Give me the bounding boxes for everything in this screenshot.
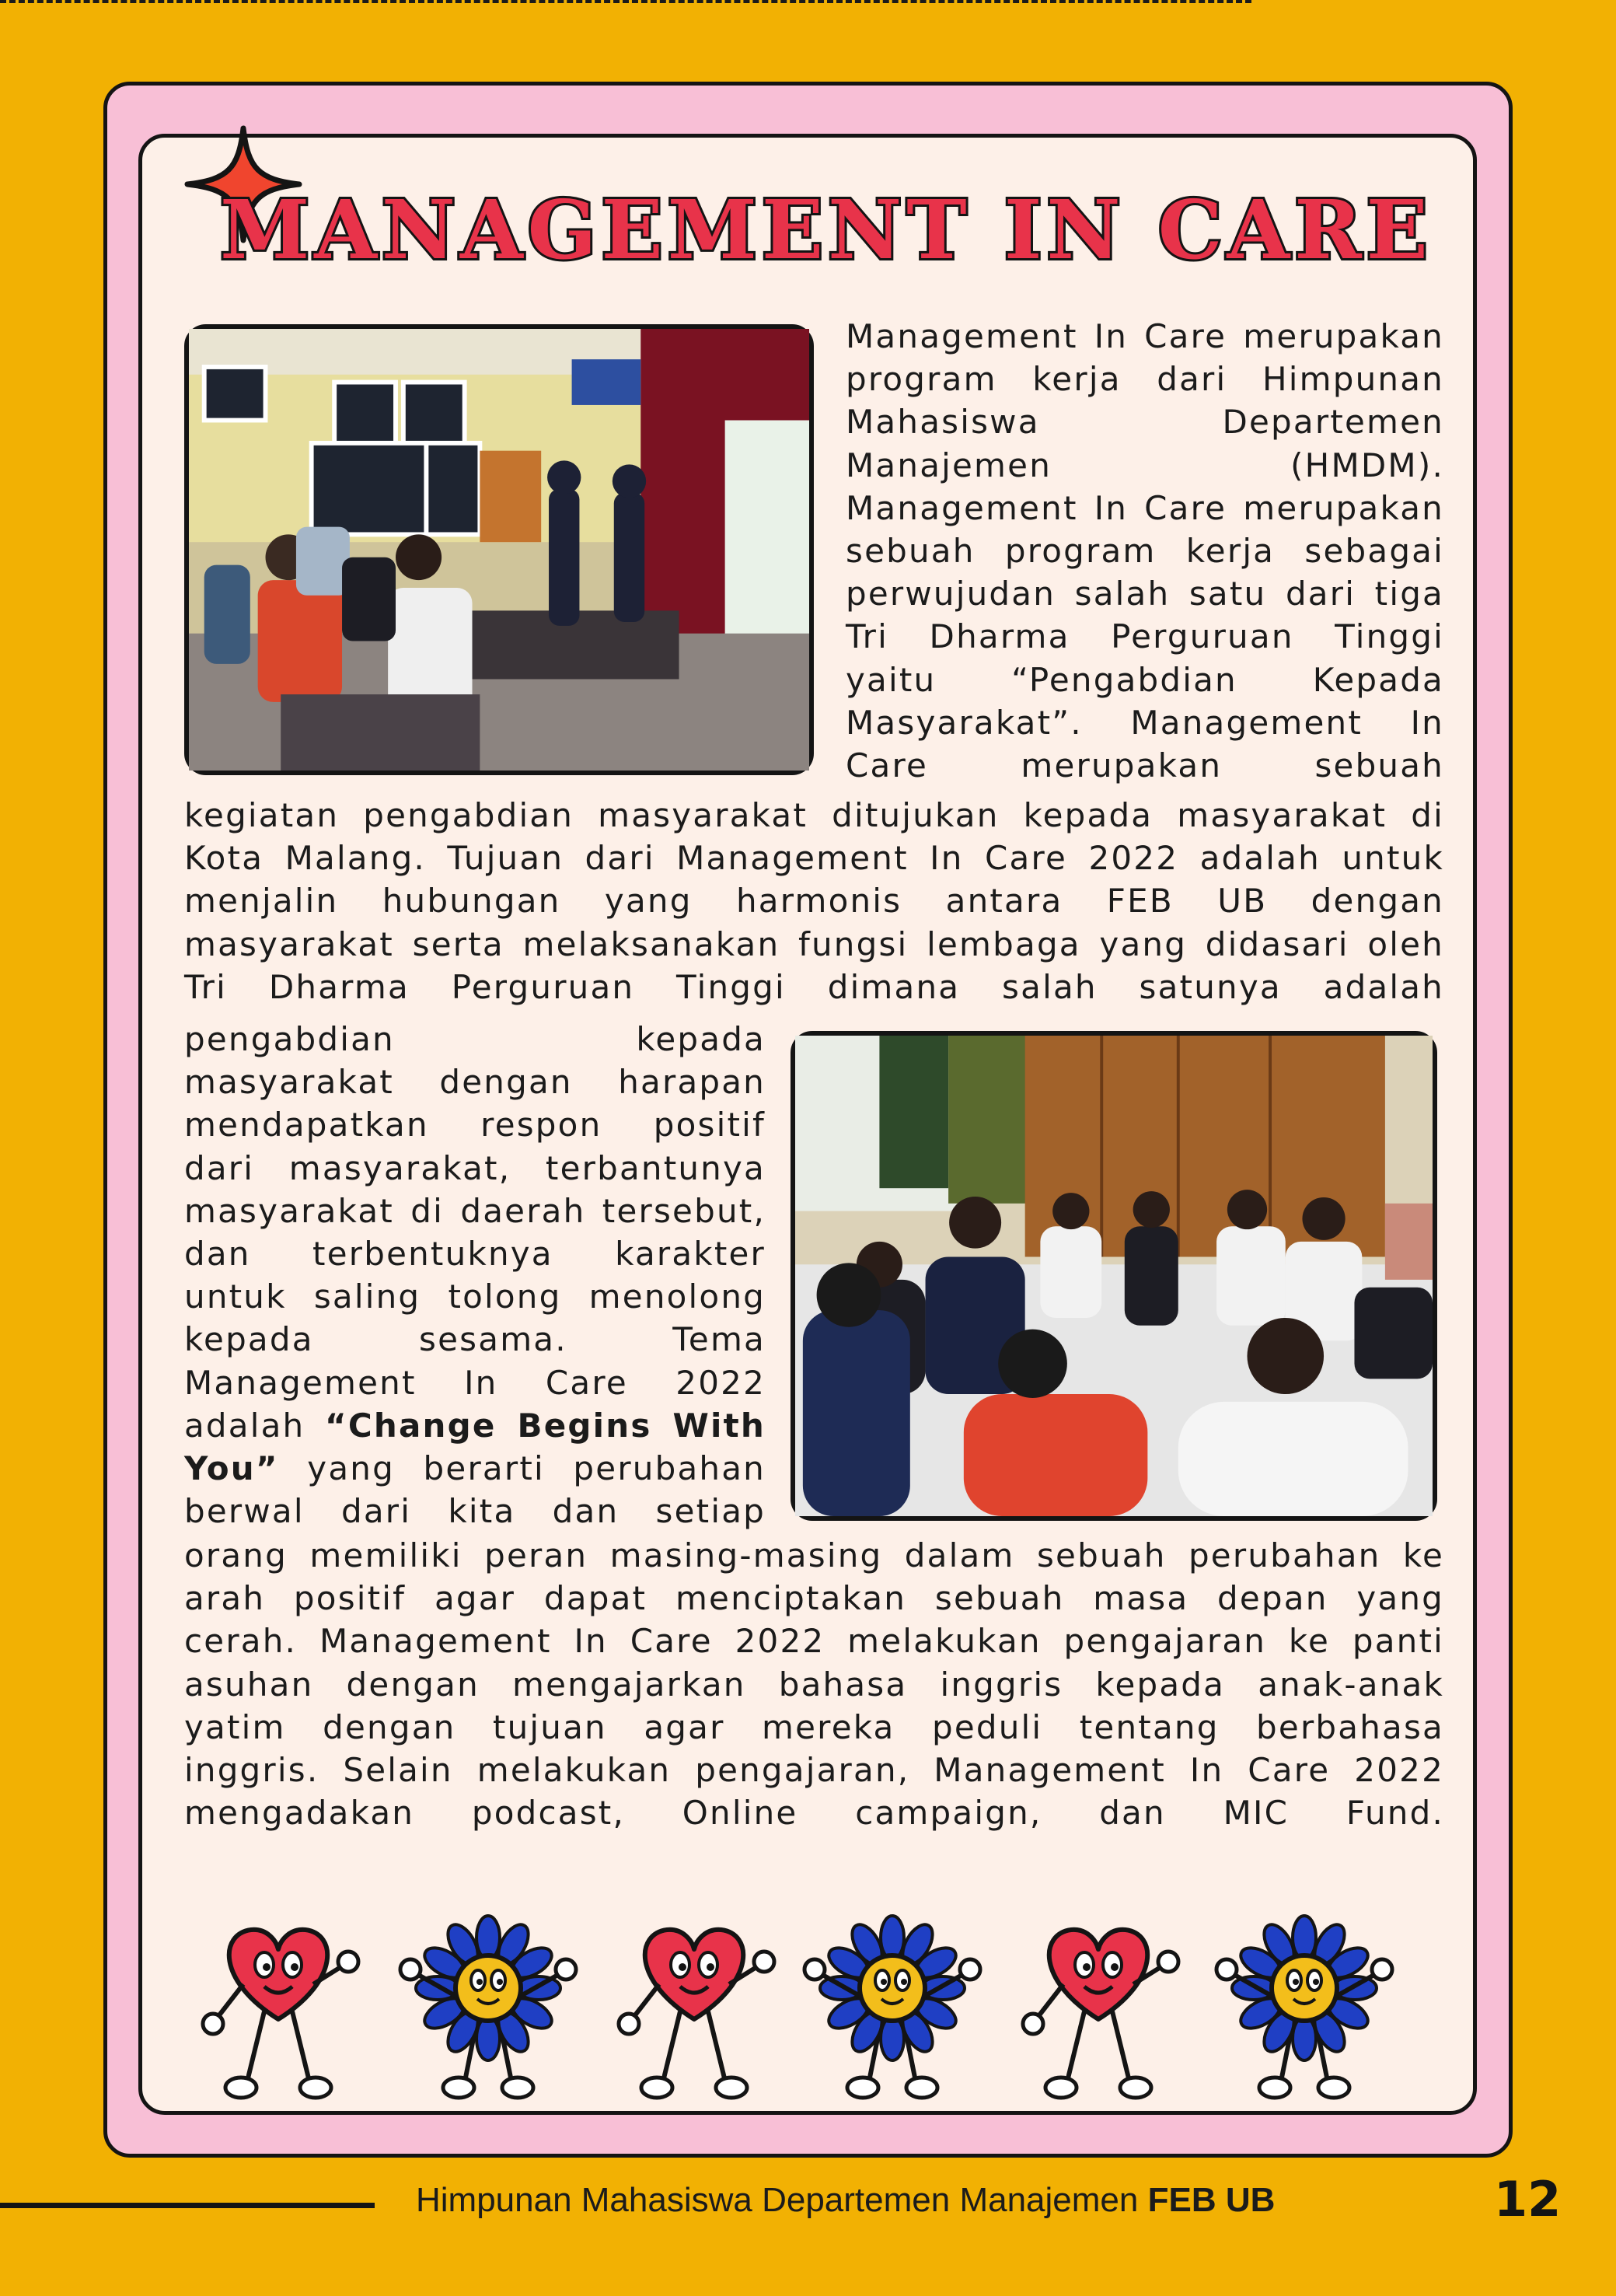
text-line: pengabdian kepada (184, 1020, 766, 1058)
text-line: Masyarakat”. Management In (846, 703, 1444, 742)
theme-suffix: yang berarti perubahan (307, 1449, 766, 1488)
text-line: Tri Dharma Perguruan Tinggi dimana salah satunya adalah (184, 967, 1444, 1006)
classroom-presentation-photo (184, 324, 814, 775)
mascot-row (189, 1903, 1440, 2105)
text-line: arah positif agar dapat menciptakan sebuah masa depan yang (184, 1579, 1444, 1618)
top-dashed-border (0, 0, 1251, 6)
text-line: masyarakat di daerah tersebut, (184, 1191, 766, 1230)
text-line: cerah. Management In Care 2022 melakukan pengajaran ke panti (184, 1622, 1444, 1661)
text-line: Management In Care merupakan (846, 317, 1444, 355)
page-title-text: MANAGEMENT IN CARE (220, 182, 1433, 278)
text-line: program kerja dari Himpunan (846, 360, 1444, 399)
theme-title-part1: “Change Begins With (325, 1406, 766, 1445)
text-line: perwujudan salah satu dari tiga (846, 575, 1444, 613)
footer-org-name (416, 2181, 1275, 2220)
heart-mascot-icon (1023, 1930, 1178, 2098)
heart-mascot-icon (619, 1930, 774, 2098)
article-paragraph-4 (184, 1534, 1444, 1834)
text-line: asuhan dengan mengajarkan bahasa inggris kepada anak-anak (184, 1665, 1444, 1704)
text-line: Kota Malang. Tujuan dari Management In Care 2022 adalah untuk (184, 839, 1444, 878)
text-line: orang memiliki peran masing-masing dalam sebuah perubahan ke (184, 1536, 1444, 1574)
text-line: berwal dari kita dan setiap (184, 1492, 766, 1531)
footer-rule (0, 2203, 375, 2208)
text-line: dan terbentuknya karakter (184, 1235, 766, 1274)
page-title (220, 169, 1433, 285)
article-paragraph-1 (846, 315, 1444, 787)
text-line: masyarakat dengan harapan (184, 1063, 766, 1102)
group-sitting-circle-photo (791, 1031, 1437, 1521)
text-line: menjalin hubungan yang harmonis antara FEB UB dengan (184, 882, 1444, 921)
text-line: yatim dengan tujuan agar mereka peduli tentang berbahasa (184, 1707, 1444, 1746)
theme-line (184, 1404, 766, 1447)
flower-mascot-icon (400, 1916, 576, 2098)
text-line: Tri Dharma Perguruan Tinggi (846, 617, 1444, 656)
text-line: masyarakat serta melaksanakan fungsi lembaga yang didasari oleh (184, 924, 1444, 963)
text-line: sebuah program kerja sebagai (846, 532, 1444, 571)
text-line: Care merupakan sebuah (846, 746, 1444, 785)
theme-line-2 (184, 1447, 766, 1490)
footer-org: Himpunan Mahasiswa Departemen Manajemen (416, 2181, 1139, 2219)
heart-mascot-icon (203, 1930, 358, 2098)
article-paragraph-3 (184, 1018, 766, 1532)
text-line: untuk saling tolong menolong (184, 1277, 766, 1316)
footer-suffix: FEB UB (1147, 2181, 1276, 2219)
text-line: Management In Care 2022 (184, 1363, 766, 1402)
text-line: Mahasiswa Departemen (846, 403, 1444, 442)
text-line: yaitu “Pengabdian Kepada (846, 660, 1444, 699)
text-line: dari masyarakat, terbantunya (184, 1148, 766, 1187)
content-panel (138, 134, 1477, 2115)
flower-mascot-icon (1216, 1916, 1392, 2098)
text-line: mengadakan podcast, Online campaign, dan MIC Fund. (184, 1794, 1444, 1833)
text-line: Management In Care merupakan (846, 488, 1444, 527)
text-line: inggris. Selain melakukan pengajaran, Management In Care 2022 (184, 1751, 1444, 1790)
theme-title-part2: You” (184, 1449, 279, 1488)
theme-prefix: adalah (184, 1406, 305, 1445)
text-line: kegiatan pengabdian masyarakat ditujukan kepada masyarakat di (184, 796, 1444, 834)
article-paragraph-2 (184, 794, 1444, 1008)
text-line: mendapatkan respon positif (184, 1106, 766, 1145)
text-line: kepada sesama. Tema (184, 1320, 766, 1359)
flower-mascot-icon (805, 1916, 980, 2098)
text-line: Manajemen (HMDM). (846, 446, 1444, 484)
page-number: 12 (1494, 2171, 1562, 2228)
